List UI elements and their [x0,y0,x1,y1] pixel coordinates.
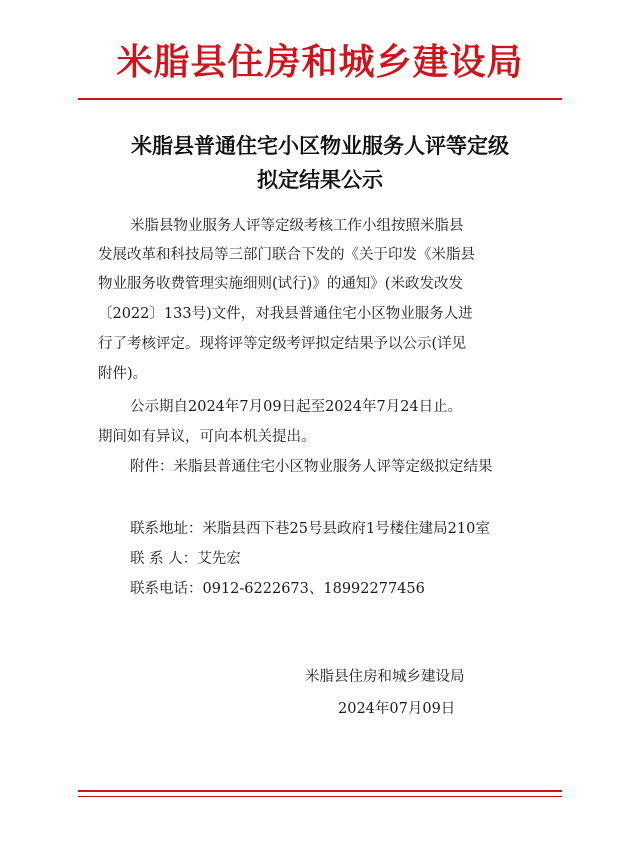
body-paragraph-line: 公示期自2024年7月09日起至2024年7月24日止。 [130,399,463,415]
body-paragraph-line: 米脂县物业服务人评等定级考核工作小组按照米脂县 [130,218,464,234]
body-paragraph-line: 发展改革和科技局等三部门联合下发的《关于印发《米脂县 [98,247,475,263]
document-header: 米脂县住房和城乡建设局 [116,41,524,83]
body-paragraph-line: 期间如有异议，可向本机关提出。 [98,429,316,445]
contact-phone: 联系电话：0912-6222673、18992277456 [130,581,425,597]
footer-divider-line-thin [78,796,562,797]
body-paragraph-line: 物业服务收费管理实施细则(试行)》的通知》(米政发改发 [98,276,463,292]
notice-title-line-2: 拟定结果公示 [257,167,383,192]
signature-org: 米脂县住房和城乡建设局 [305,669,465,685]
notice-title-line-1: 米脂县普通住宅小区物业服务人评等定级 [131,133,509,158]
footer-divider-line [78,790,562,792]
header-divider-line [78,98,562,100]
contact-person: 联 系 人：艾先宏 [130,551,241,567]
signature-date: 2024年07月09日 [338,701,456,717]
body-paragraph-line: 行了考核评定。现将评等定级考评拟定结果予以公示(详见 [98,336,467,352]
body-paragraph-line: 〔2022〕133号)文件，对我县普通住宅小区物业服务人进 [98,306,473,322]
contact-address: 联系地址：米脂县西下巷25号县政府1号楼住建局210室 [130,521,490,537]
attachment-line: 附件：米脂县普通住宅小区物业服务人评等定级拟定结果 [130,459,493,475]
body-paragraph-line: 附件)。 [98,366,148,382]
